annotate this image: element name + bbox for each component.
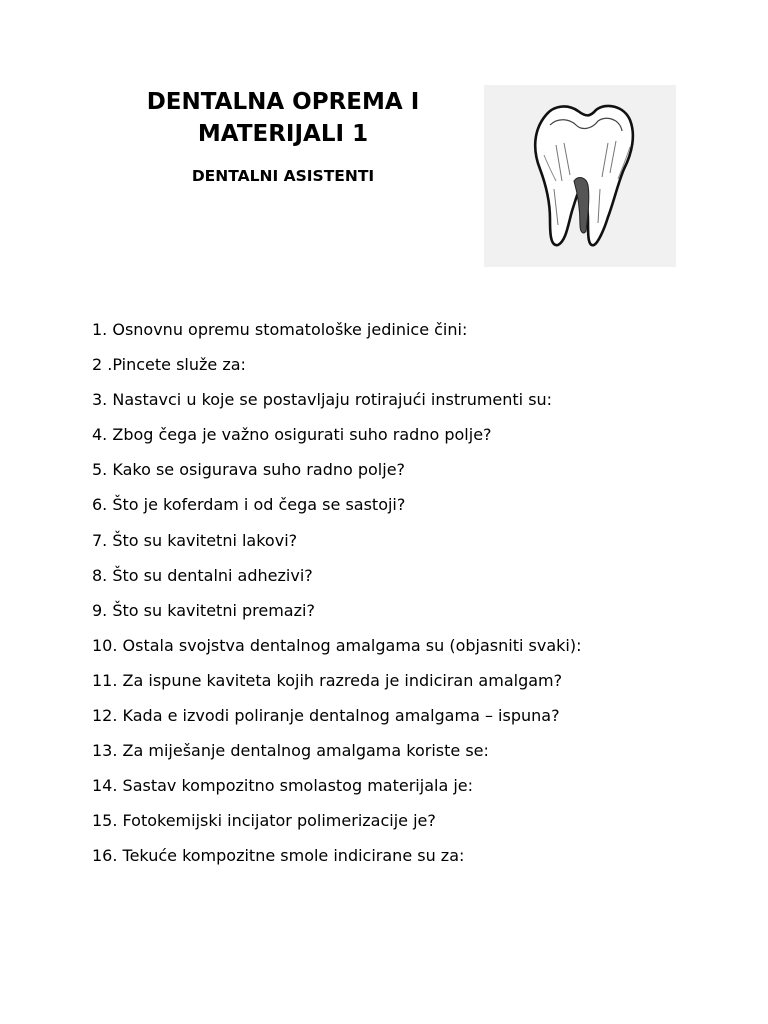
question-list	[92, 318, 732, 880]
list-item: 8. Što su dentalni adhezivi?	[92, 565, 313, 585]
list-item: 14. Sastav kompozitno smolastog materijala je:	[92, 776, 474, 796]
list-item: 1. Osnovnu opremu stomatološke jedinice čini:	[92, 320, 468, 339]
list-item: 2 .Pincete služe za:	[92, 355, 246, 375]
tooth-icon	[484, 85, 676, 267]
list-item: 6. Što je koferdam i od čega se sastoji?	[92, 495, 406, 515]
list-item: 15. Fotokemijski incijator polimerizacije je?	[92, 811, 436, 831]
list-item: 13. Za miješanje dentalnog amalgama koriste se:	[92, 741, 489, 761]
list-item: 9. Što su kavitetni premazi?	[92, 600, 315, 620]
list-item: 3. Nastavci u koje se postavljaju rotirajući instrumenti su:	[92, 390, 553, 410]
document-subtitle: DENTALNI ASISTENTI	[191, 167, 375, 185]
list-item: 10. Ostala svojstva dentalnog amalgama su (objasniti svaki):	[92, 635, 582, 655]
list-item: 12. Kada e izvodi poliranje dentalnog amalgama – ispuna?	[92, 706, 560, 726]
list-item: 4. Zbog čega je važno osigurati suho radno polje?	[92, 425, 492, 445]
list-item: 11. Za ispune kaviteta kojih razreda je indiciran amalgam?	[92, 670, 563, 690]
list-item: 5. Kako se osigurava suho radno polje?	[92, 460, 406, 480]
tooth-image	[484, 85, 676, 267]
list-item: 16. Tekuće kompozitne smole indicirane su za:	[92, 846, 465, 866]
document-title: DENTALNA OPREMA I MATERIJALI 1	[146, 89, 420, 147]
header-block	[108, 86, 458, 186]
list-item: 7. Što su kavitetni lakovi?	[92, 530, 298, 550]
